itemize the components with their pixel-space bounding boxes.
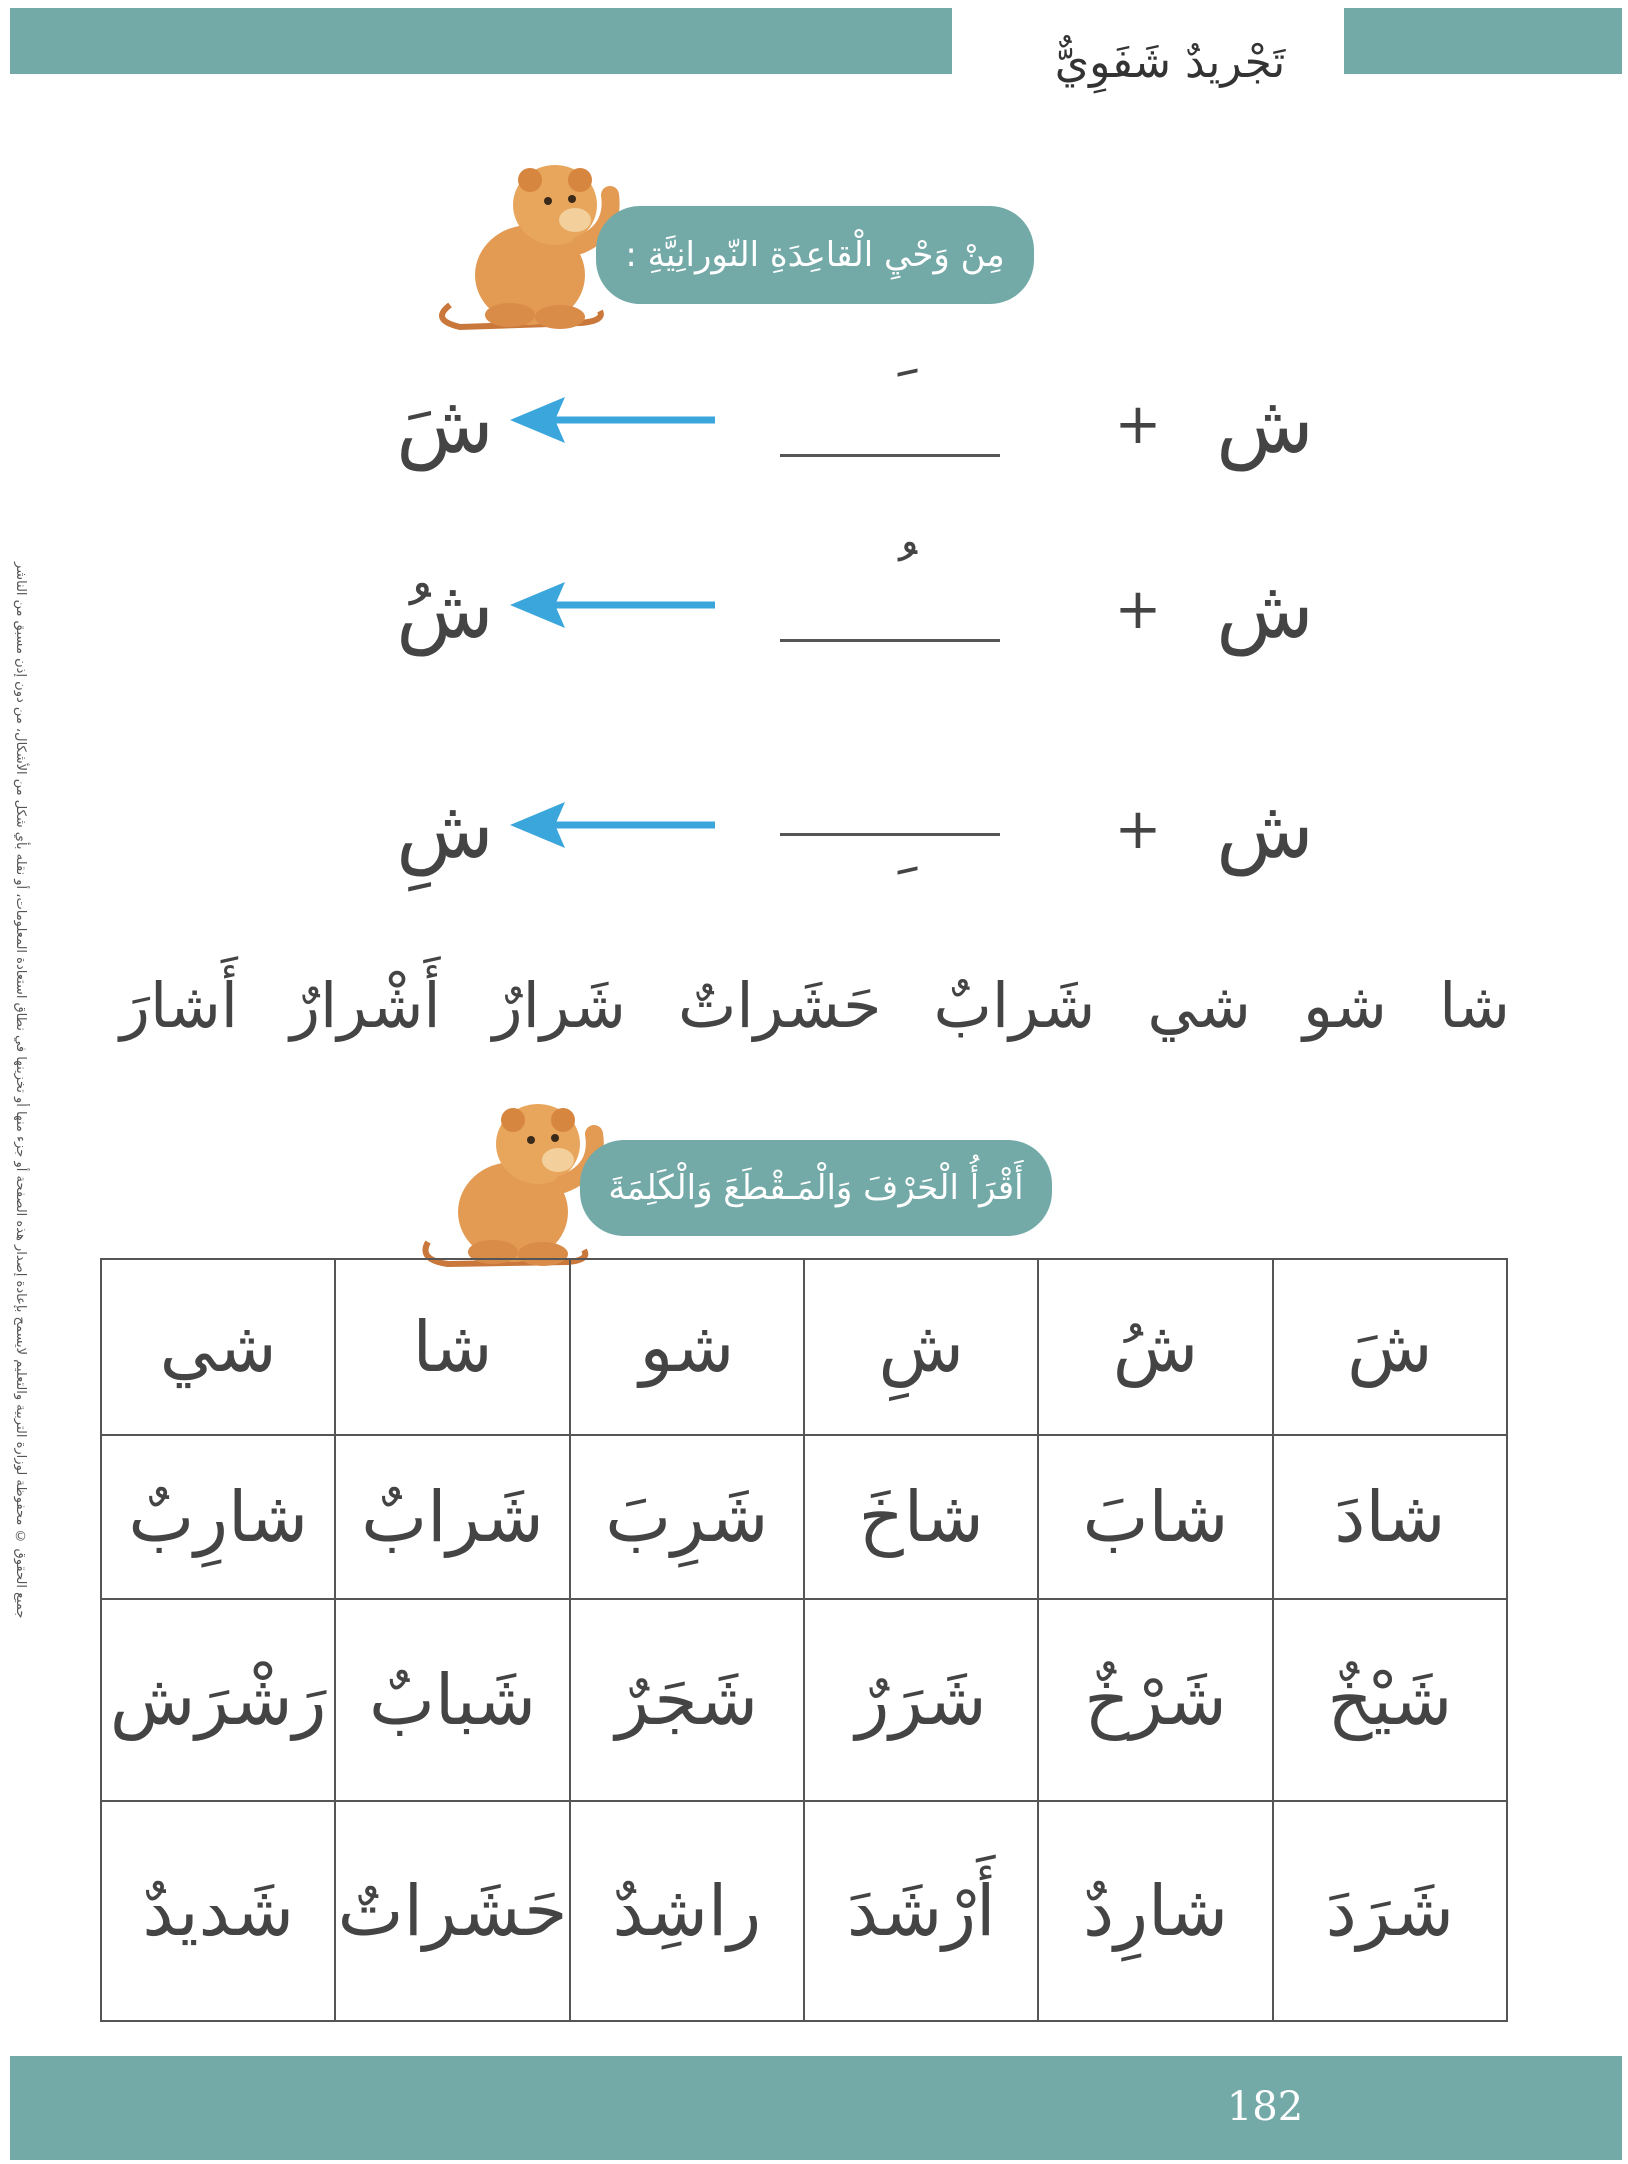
equation-row (0, 540, 1628, 690)
practice-word: أَشارَ (120, 968, 239, 1042)
table-cell: شاخَ (804, 1435, 1038, 1599)
harakah-mark (780, 800, 1000, 882)
practice-word: شو (1303, 968, 1388, 1042)
table-cell: رَشْرَش (101, 1599, 335, 1801)
page-number: 182 (1226, 2084, 1304, 2130)
table-cell: شَبابٌ (335, 1599, 569, 1801)
combined-syllable: شُ (396, 563, 494, 656)
plus-sign: + (1114, 577, 1162, 642)
header-bar-left (10, 8, 952, 74)
lion-cub-illustration (430, 135, 620, 335)
table-cell: شَ (1273, 1259, 1507, 1435)
harakah-mark (780, 538, 1000, 620)
header-bar-right (1344, 8, 1622, 74)
table-row (101, 1259, 1507, 1435)
table-row (101, 1435, 1507, 1599)
harakah-mark (780, 353, 1000, 435)
equation-row (0, 355, 1628, 505)
table-cell: شِ (804, 1259, 1038, 1435)
blank-line (780, 639, 1000, 642)
table-cell: حَشَراتٌ (335, 1801, 569, 2021)
table-cell: شَرْخٌ (1038, 1599, 1272, 1801)
page-title: تَجْريدٌ شَفَوِيٌّ (1054, 37, 1286, 88)
table-row (101, 1801, 1507, 2021)
reading-table (100, 1258, 1508, 2022)
base-letter: ش (1216, 563, 1314, 656)
practice-word: شي (1147, 968, 1251, 1042)
harakah-fatha (780, 365, 1000, 485)
plus-sign: + (1114, 797, 1162, 862)
combined-syllable: شَ (396, 378, 494, 471)
base-letter: ش (1216, 783, 1314, 876)
table-cell: شَرابٌ (335, 1435, 569, 1599)
table-cell: شُ (1038, 1259, 1272, 1435)
table-cell: شي (101, 1259, 335, 1435)
footer-bar (10, 2056, 1622, 2160)
table-cell: شَرَدَ (1273, 1801, 1507, 2021)
section-heading-nuraniya: مِنْ وَحْيِ الْقاعِدَةِ النّورانِيَّةِ : (596, 206, 1034, 304)
table-cell: شادَ (1273, 1435, 1507, 1599)
practice-words-row (120, 950, 1510, 1060)
section-heading-read: أَقْرَأُ الْحَرْفَ وَالْمَـقْطَعَ وَالْكَلِمَةَ (580, 1140, 1052, 1236)
table-cell: أَرْشَدَ (804, 1801, 1038, 2021)
table-cell: راشِدٌ (570, 1801, 804, 2021)
table-cell: شَرَرٌ (804, 1599, 1038, 1801)
table-cell: شَرِبَ (570, 1435, 804, 1599)
practice-word: شَرابٌ (933, 968, 1096, 1042)
table-cell: شارِبٌ (101, 1435, 335, 1599)
base-letter: ش (1216, 378, 1314, 471)
combined-syllable: شِ (396, 783, 494, 876)
table-cell: شارِدٌ (1038, 1801, 1272, 2021)
table-cell: شو (570, 1259, 804, 1435)
arrow-left-icon (510, 395, 715, 445)
blank-line (780, 454, 1000, 457)
practice-word: شا (1439, 968, 1510, 1042)
table-cell: شَيْخٌ (1273, 1599, 1507, 1801)
arrow-left-icon (510, 800, 715, 850)
table-cell: شَجَرٌ (570, 1599, 804, 1801)
plus-sign: + (1114, 392, 1162, 457)
practice-word: شَرارٌ (492, 968, 626, 1042)
table-cell: شابَ (1038, 1435, 1272, 1599)
equation-row (0, 760, 1628, 910)
arrow-left-icon (510, 580, 715, 630)
practice-word: أَشْرارٌ (290, 968, 441, 1042)
table-cell: شَديدٌ (101, 1801, 335, 2021)
harakah-kasra (780, 760, 1000, 880)
practice-word: حَشَراتٌ (678, 968, 882, 1042)
harakah-damma (780, 550, 1000, 670)
table-row (101, 1599, 1507, 1801)
copyright-note: جميع الحقوق © محفوظة لوزارة التربية والتعليم لايسمح بإعادة إصدار هذه الصفحة أو جزء منها أو تخزينها في نطاق استعادة المعلومات، أو نقله بأي شكل من الأشكال، من دون إذن مسبق من الناشر (13, 561, 28, 1619)
table-cell: شا (335, 1259, 569, 1435)
